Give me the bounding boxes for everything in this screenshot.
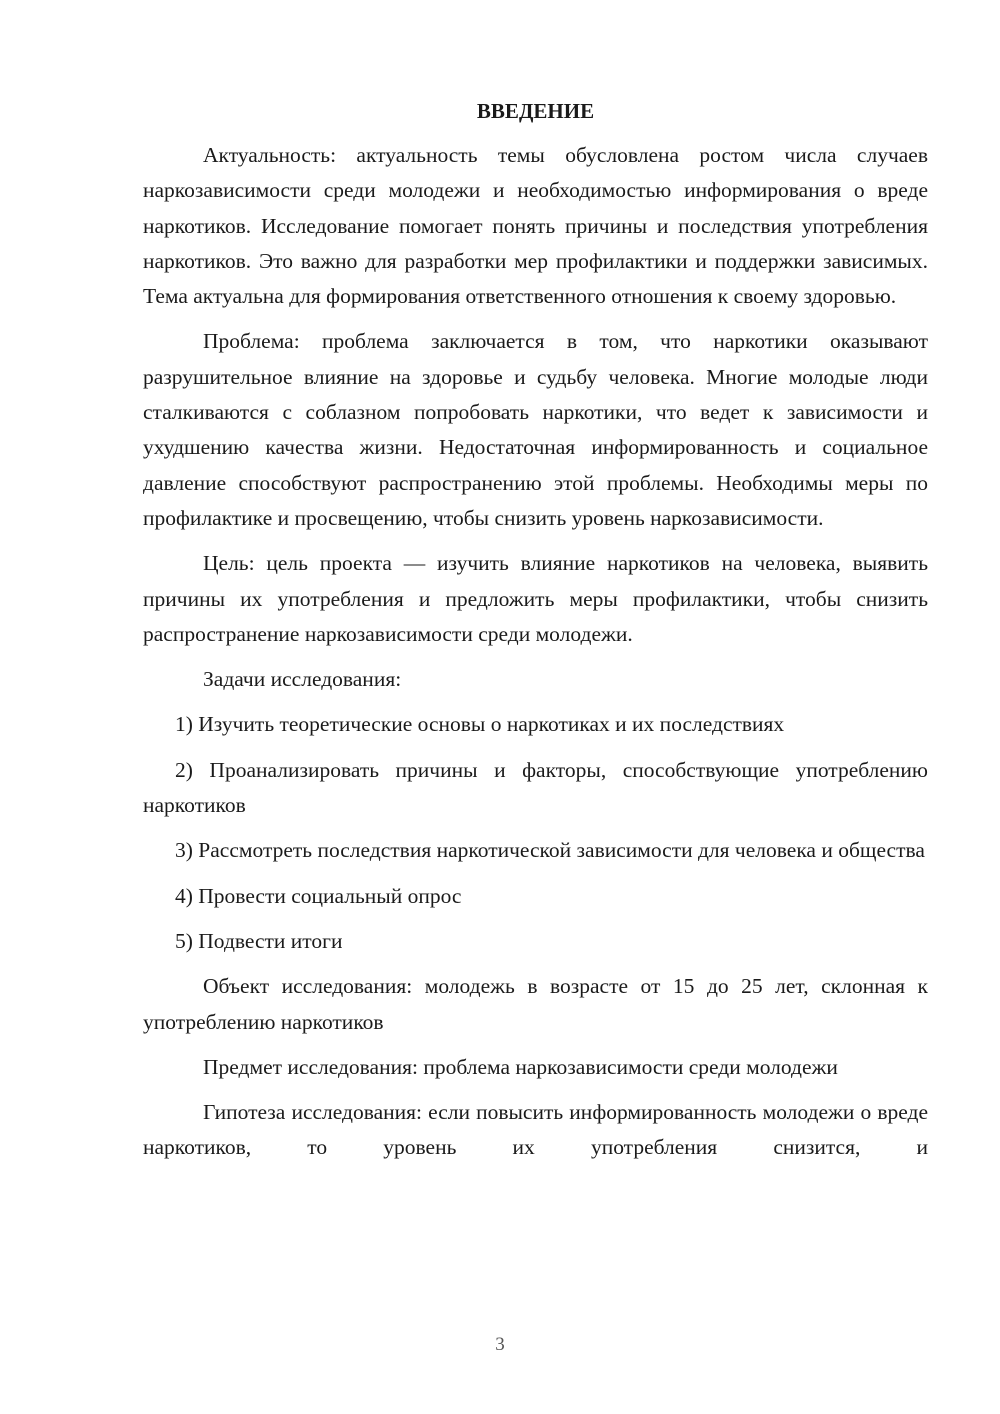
goal-paragraph: Цель: цель проекта — изучить влияние наркотиков на человека, выявить причины их употребления и предложить меры профилактики, чтобы снизить распространение наркозависимости среди молодежи.: [143, 551, 928, 646]
page-number: 3: [495, 1334, 505, 1355]
task-item-5: 5) Подвести итоги: [175, 928, 343, 953]
tasks-heading: Задачи исследования:: [203, 667, 402, 692]
page-title: ВВЕДЕНИЕ: [476, 99, 595, 123]
relevance-paragraph: Актуальность: актуальность темы обусловлена ростом числа случаев наркозависимости среди молодежи и необходимостью информирования о вреде наркотиков. Исследование помогает понять причины и последствия употребления наркотиков. Это важно для разработки мер профилактики и поддержки зависимых. Тема актуальна для формирования ответственного отношения к своему здоровью.: [143, 143, 928, 309]
subject-paragraph: Предмет исследования: проблема наркозависимости среди молодежи: [203, 1054, 838, 1079]
task-item-1: 1) Изучить теоретические основы о наркотиках и их последствиях: [175, 712, 785, 737]
task-item-2: 2) Проанализировать причины и факторы, способствующие употреблению наркотиков: [143, 757, 928, 818]
object-paragraph: Объект исследования: молодежь в возрасте от 15 до 25 лет, склонная к употреблению наркотиков: [143, 974, 928, 1034]
problem-paragraph: Проблема: проблема заключается в том, что наркотики оказывают разрушительное влияние на здоровье и судьбу человека. Многие молодые люди сталкиваются с соблазном попробовать наркотики, что ведет к зависимости и ухудшению качества жизни. Недостаточная информированность и социальное давление способствуют распространению этой проблемы. Необходимы меры по профилактике и просвещению, чтобы снизить уровень наркозависимости.: [143, 329, 928, 530]
task-item-4: 4) Провести социальный опрос: [175, 883, 462, 908]
task-item-3: 3) Рассмотреть последствия наркотической зависимости для человека и общества: [175, 838, 925, 863]
hypothesis-paragraph: Гипотеза исследования: если повысить информированность молодежи о вреде наркотиков, то уровень их употребления снизится, и: [143, 1100, 928, 1160]
